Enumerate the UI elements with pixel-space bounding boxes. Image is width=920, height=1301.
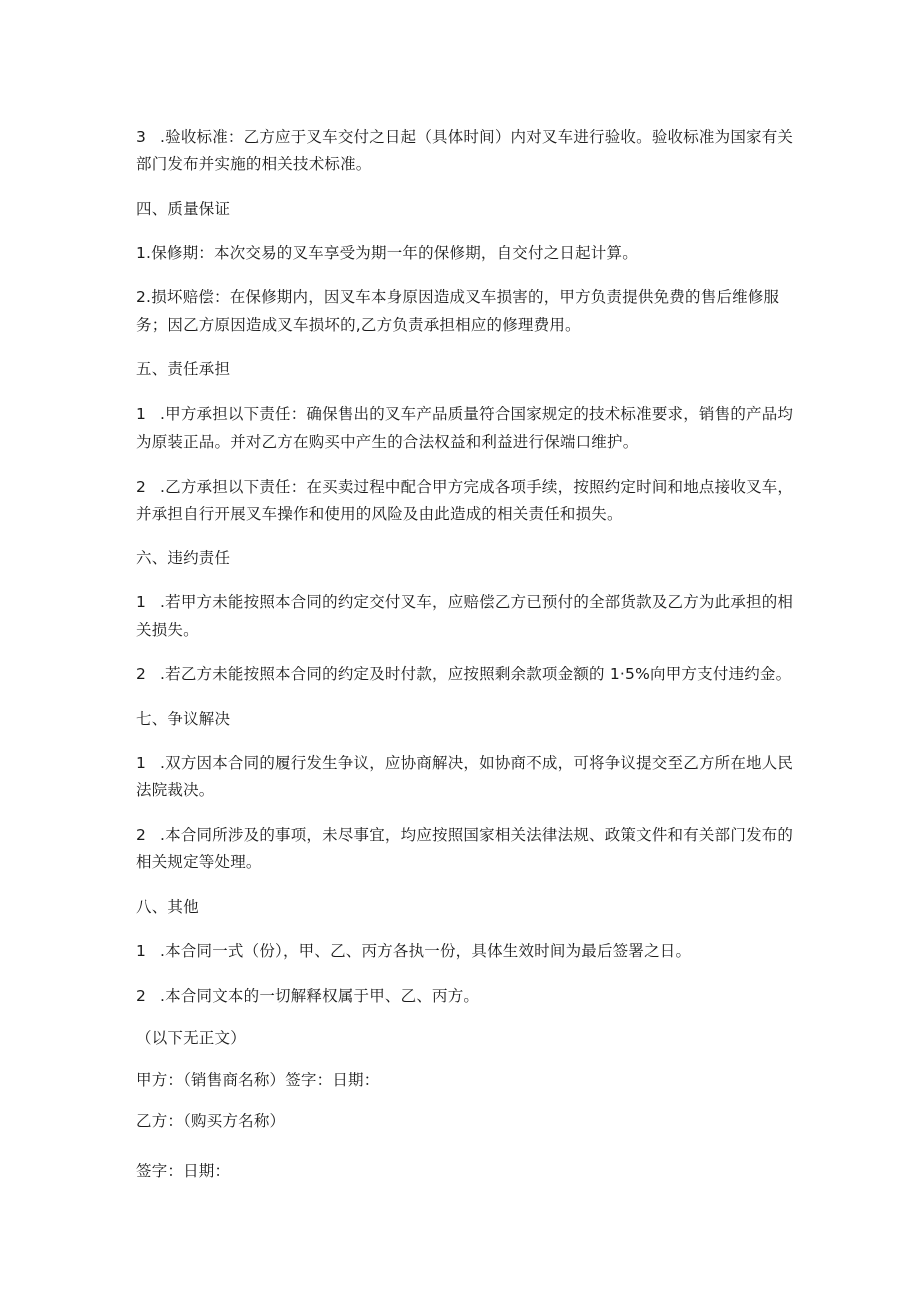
section-heading-other: [136, 896, 796, 918]
clause-party-a-liability: [136, 403, 796, 425]
clause-text: 法院裁决。: [136, 781, 215, 799]
section-title: 六、违约责任: [136, 549, 231, 567]
clause-number: 1: [136, 593, 147, 611]
clause-dispute-negotiation: [136, 752, 796, 774]
clause-text: .甲方承担以下责任：确保售出的叉车产品质量符合国家规定的技术标准要求，销售的产品均: [160, 405, 794, 423]
clause-text: 相关规定等处理。: [136, 853, 262, 871]
clause-3-acceptance-standard: [136, 126, 796, 148]
end-of-text-note: [136, 1027, 796, 1049]
section-heading-breach: [136, 547, 796, 569]
clause-party-a-breach: [136, 591, 796, 613]
clause-text: .乙方承担以下责任：在买卖过程中配合甲方完成各项手续，按照约定时间和地点接收叉车，: [160, 478, 794, 496]
clause-text: 务；因乙方原因造成叉车损坏的,乙方负责承担相应的修理费用。: [136, 316, 581, 334]
clause-interpretation: [136, 985, 796, 1007]
clause-number: 1: [136, 754, 147, 772]
clause-number: 1: [136, 942, 147, 960]
clause-text: .验收标准：乙方应于叉车交付之日起（具体时间）内对叉车进行验收。验收标准为国家有关: [160, 128, 794, 146]
section-heading-dispute: [136, 708, 796, 730]
clause-party-b-liability-continuation: [136, 503, 796, 525]
party-a-signature-line: [136, 1069, 796, 1091]
clause-number: 2: [136, 826, 147, 844]
clause-dispute-negotiation-continuation: [136, 779, 796, 801]
signature-text: 签字：日期：: [136, 1162, 231, 1180]
section-heading-quality: [136, 198, 796, 220]
clause-number: 1: [136, 405, 147, 423]
clause-damage-compensation: [136, 286, 796, 308]
clause-number: 2: [136, 478, 147, 496]
section-title: 七、争议解决: [136, 710, 231, 728]
clause-copies: [136, 940, 796, 962]
signature-text: 乙方：（购买方名称）: [136, 1112, 286, 1130]
clause-text: .本合同所涉及的事项，未尽事宜，均应按照国家相关法律法规、政策文件和有关部门发布的: [160, 826, 794, 844]
section-heading-liability: [136, 358, 796, 380]
clause-text: .若甲方未能按照本合同的约定交付叉车，应赔偿乙方已预付的全部货款及乙方为此承担的相: [160, 593, 794, 611]
clause-party-a-liability-continuation: [136, 431, 796, 453]
section-title: 八、其他: [136, 898, 199, 916]
section-title: 五、责任承担: [136, 360, 231, 378]
clause-warranty-period: [136, 242, 796, 264]
note-text: （以下无正文）: [136, 1029, 246, 1047]
signature-text: 甲方：（销售商名称）签字：日期：: [136, 1071, 380, 1089]
clause-party-b-liability: [136, 476, 796, 498]
clause-text: 部门发布并实施的相关技术标准。: [136, 155, 372, 173]
clause-text: 2.损坏赔偿：在保修期内，因叉车本身原因造成叉车损害的，甲方负责提供免费的售后维修服: [136, 288, 780, 306]
clause-text: 1.保修期：本次交易的叉车享受为期一年的保修期，自交付之日起计算。: [136, 244, 638, 262]
clause-unresolved-matters: [136, 824, 796, 846]
clause-number: 2: [136, 987, 147, 1005]
section-title: 四、质量保证: [136, 200, 231, 218]
clause-unresolved-matters-continuation: [136, 851, 796, 873]
clause-text: 关损失。: [136, 621, 199, 639]
party-b-name-line: [136, 1110, 796, 1132]
clause-damage-compensation-continuation: [136, 314, 796, 336]
clause-text: .若乙方未能按照本合同的约定及时付款，应按照剩余款项金额的 1·5%向甲方支付违约金。: [160, 665, 792, 683]
clause-text: .本合同一式（份），甲、乙、丙方各执一份，具体生效时间为最后签署之日。: [160, 942, 692, 960]
clause-text: 为原装正品。并对乙方在购买中产生的合法权益和利益进行保端口维护。: [136, 433, 639, 451]
clause-number: 2: [136, 665, 147, 683]
clause-text: 并承担自行开展叉车操作和使用的风险及由此造成的相关责任和损失。: [136, 505, 623, 523]
clause-text: .双方因本合同的履行发生争议，应协商解决，如协商不成，可将争议提交至乙方所在地人民: [160, 754, 794, 772]
clause-number: 3: [136, 128, 147, 146]
party-b-signature-line: [136, 1160, 796, 1182]
clause-party-b-breach: [136, 663, 796, 685]
clause-3-continuation: [136, 153, 796, 175]
clause-text: .本合同文本的一切解释权属于甲、乙、丙方。: [160, 987, 480, 1005]
clause-party-a-breach-continuation: [136, 619, 796, 641]
